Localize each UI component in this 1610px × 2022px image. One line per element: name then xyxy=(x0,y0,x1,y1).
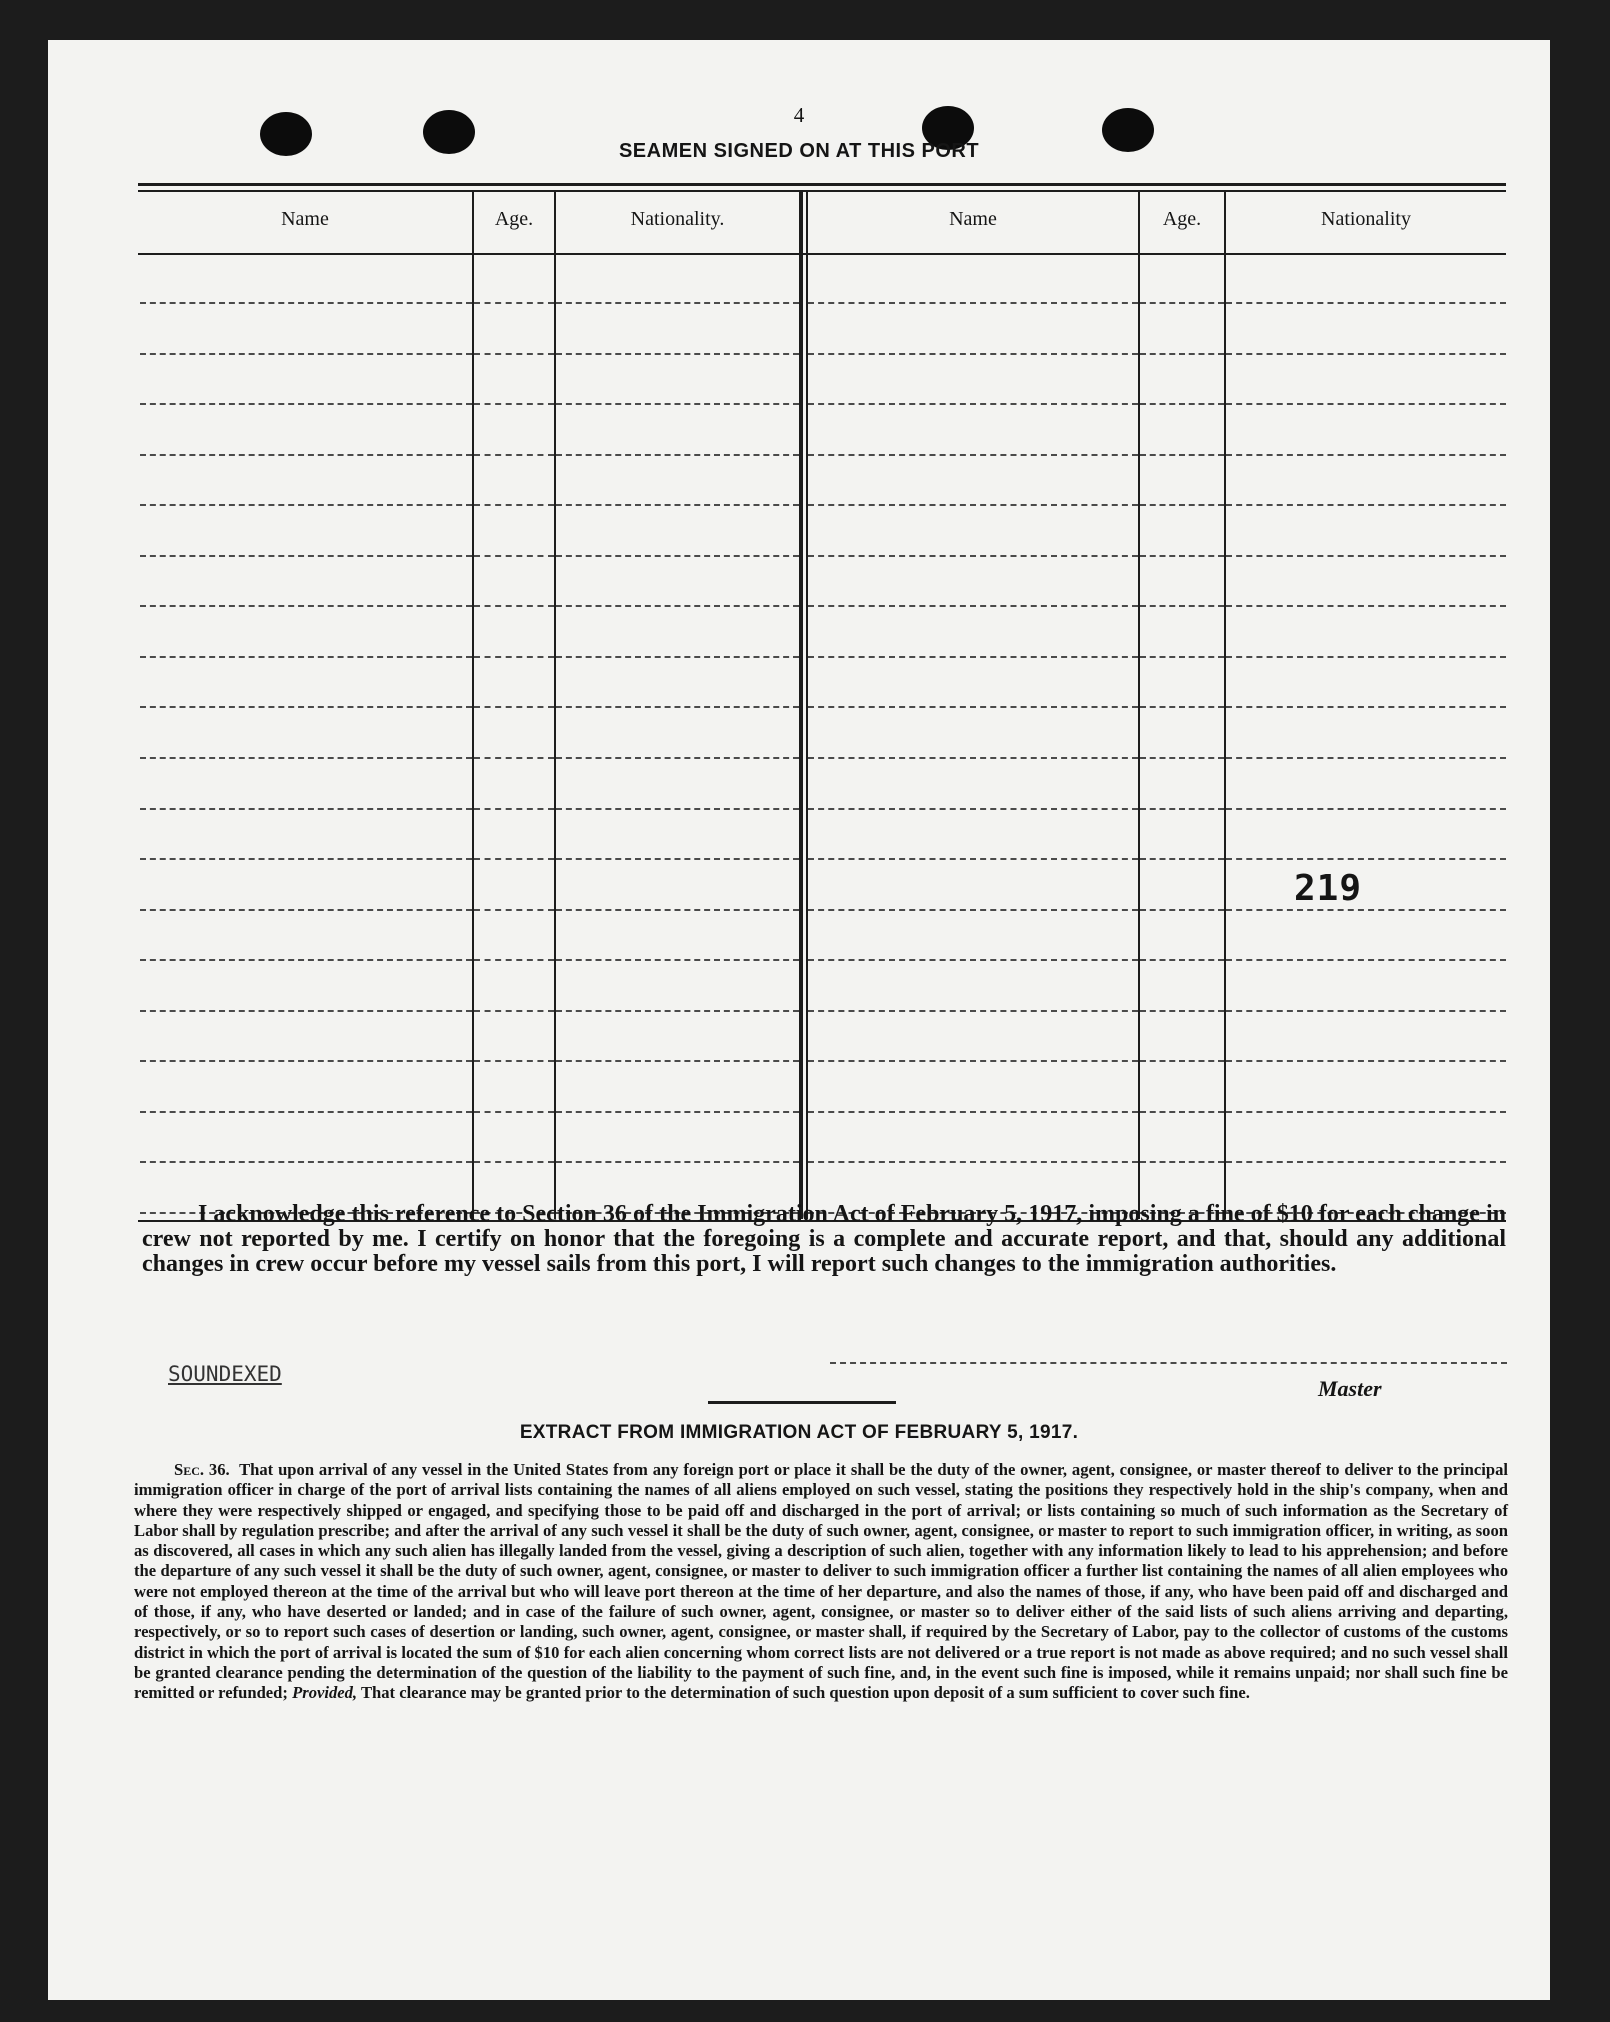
entry-line[interactable] xyxy=(1226,706,1506,708)
entry-line[interactable] xyxy=(1140,1060,1224,1062)
entry-line[interactable] xyxy=(556,909,799,911)
entry-line[interactable] xyxy=(474,706,554,708)
entry-line[interactable] xyxy=(1140,706,1224,708)
entry-line[interactable] xyxy=(808,706,1138,708)
entry-line[interactable] xyxy=(556,757,799,759)
entry-line[interactable] xyxy=(1140,1111,1224,1113)
entry-line[interactable] xyxy=(1226,353,1506,355)
entry-line[interactable] xyxy=(474,1060,554,1062)
entry-line[interactable] xyxy=(556,504,799,506)
form-page xyxy=(48,40,1550,2000)
entry-line[interactable] xyxy=(140,1111,472,1113)
entry-line[interactable] xyxy=(474,909,554,911)
entry-line[interactable] xyxy=(1226,656,1506,658)
section-body: That upon arrival of any vessel in the United States from any foreign port or place it shall be the duty of the owner, agent, consignee, or master thereof to deliver to the principal immigration officer in charge of the port of arrival lists containing the names of all aliens employed on such vessel, stating the positions they respectively hold in the ship's company, when and where they were respectively shipped or engaged, and specifying those to be paid off and discharged in the port of arrival; or lists containing so much of such information as the Secretary of Labor shall by regulation prescribe; and after the arrival of any such vessel it shall be the duty of such owner, agent, consignee, or master to report to such immigration officer, in writing, as soon as discovered, all cases in which any such alien has illegally landed from the vessel, giving a description of such alien, together with any information likely to lead to his apprehension; and before the departure of any such vessel it shall be the duty of such owner, agent, consignee, or master to deliver to such immigration officer a further list containing the names of all alien employees who were not employed thereon at the time of the arrival but who will leave port thereon at the time of her departure, and also the names of those, if any, who have been paid off and discharged and of those, if any, who have deserted or landed; and in case of the failure of such owner, agent, consignee, or master so to deliver either of the said lists of such aliens arriving and departing, respectively, or so to report such cases of desertion or landing, such owner, agent, consignee, or master shall, if required by the Secretary of Labor, pay to the collector of customs of the customs district in which the port of arrival is located the sum of $10 for each alien concerning whom correct lists are not delivered or a true report is not made as above required; and no such vessel shall be granted clearance pending the determination of the question of the liability to the payment of such fine, and, in the event such fine is imposed, while it remains unpaid; nor shall such fine be remitted or refunded; xyxy=(134,1460,1509,1703)
entry-line[interactable] xyxy=(556,454,799,456)
entry-line[interactable] xyxy=(474,353,554,355)
col-header-name-right: Name xyxy=(949,208,997,230)
entry-line[interactable] xyxy=(556,1060,799,1062)
entry-line[interactable] xyxy=(1140,555,1224,557)
entry-line[interactable] xyxy=(1140,605,1224,607)
col-header-nationality-right: Nationality xyxy=(1321,208,1411,230)
entry-line[interactable] xyxy=(474,757,554,759)
entry-line[interactable] xyxy=(1140,1010,1224,1012)
entry-line[interactable] xyxy=(1226,454,1506,456)
entry-line[interactable] xyxy=(140,656,472,658)
entry-line[interactable] xyxy=(808,909,1138,911)
master-label: Master xyxy=(1318,1376,1382,1401)
entry-line[interactable] xyxy=(1226,1010,1506,1012)
entry-line[interactable] xyxy=(1226,959,1506,961)
page-number: 4 xyxy=(793,103,805,127)
entry-line[interactable] xyxy=(140,353,472,355)
entry-line[interactable] xyxy=(1140,959,1224,961)
extract-title: EXTRACT FROM IMMIGRATION ACT OF FEBRUARY 5, 1917. xyxy=(519,1422,1079,1443)
entry-line[interactable] xyxy=(808,605,1138,607)
entry-line[interactable] xyxy=(556,1161,799,1163)
entry-line[interactable] xyxy=(140,555,472,557)
entry-line[interactable] xyxy=(1226,808,1506,810)
entry-line[interactable] xyxy=(474,302,554,304)
section-divider xyxy=(708,1401,896,1404)
entry-line[interactable] xyxy=(556,959,799,961)
entry-line[interactable] xyxy=(140,1161,472,1163)
entry-line[interactable] xyxy=(140,1010,472,1012)
entry-line[interactable] xyxy=(140,858,472,860)
section-36-text xyxy=(134,1460,1508,1704)
entry-line[interactable] xyxy=(808,1010,1138,1012)
entry-line[interactable] xyxy=(556,353,799,355)
entry-line[interactable] xyxy=(808,454,1138,456)
entry-line[interactable] xyxy=(808,757,1138,759)
entry-line[interactable] xyxy=(1140,858,1224,860)
entry-line[interactable] xyxy=(140,403,472,405)
entry-line[interactable] xyxy=(808,504,1138,506)
entry-line[interactable] xyxy=(140,757,472,759)
entry-line[interactable] xyxy=(140,706,472,708)
entry-line[interactable] xyxy=(556,808,799,810)
center-divider xyxy=(799,192,803,1219)
entry-line[interactable] xyxy=(1140,656,1224,658)
entry-line[interactable] xyxy=(1140,909,1224,911)
entry-line[interactable] xyxy=(1140,1161,1224,1163)
provided-word: Provided, xyxy=(292,1683,358,1703)
entry-line[interactable] xyxy=(474,1161,554,1163)
entry-line[interactable] xyxy=(474,959,554,961)
entry-line[interactable] xyxy=(140,808,472,810)
soundexed-stamp: SOUNDEXED xyxy=(168,1362,282,1386)
entry-line[interactable] xyxy=(1226,757,1506,759)
entry-line[interactable] xyxy=(556,403,799,405)
col-header-nationality-left: Nationality. xyxy=(630,208,725,230)
entry-line[interactable] xyxy=(808,1111,1138,1113)
entry-line[interactable] xyxy=(474,504,554,506)
entry-line[interactable] xyxy=(474,605,554,607)
entry-line[interactable] xyxy=(556,555,799,557)
entry-line[interactable] xyxy=(556,302,799,304)
entry-line[interactable] xyxy=(1226,555,1506,557)
entry-line[interactable] xyxy=(1226,403,1506,405)
header-rule-second xyxy=(138,190,1506,192)
entry-line[interactable] xyxy=(1140,302,1224,304)
entry-line[interactable] xyxy=(474,403,554,405)
entry-line[interactable] xyxy=(474,808,554,810)
entry-line[interactable] xyxy=(1226,909,1506,911)
entry-line[interactable] xyxy=(1226,1111,1506,1113)
col-header-name-left: Name xyxy=(281,208,329,230)
entry-line[interactable] xyxy=(140,302,472,304)
entry-line[interactable] xyxy=(808,403,1138,405)
entry-line[interactable] xyxy=(808,1060,1138,1062)
acknowledgment-text: I acknowledge this reference to Section 36 of the Immigration Act of February 5, 1917, imposing a fine of $10 for each change in crew not reported by me. I certify on honor that the foregoing is a complete and accurate report, and that, should any additional changes in crew occur before my vessel sails from this port, I will report such changes to the immigration authorities. xyxy=(142,1201,1506,1277)
master-signature-line[interactable] xyxy=(830,1362,1507,1364)
entry-line[interactable] xyxy=(474,1111,554,1113)
entry-line[interactable] xyxy=(808,959,1138,961)
entry-line[interactable] xyxy=(474,454,554,456)
entry-line[interactable] xyxy=(474,555,554,557)
entry-line[interactable] xyxy=(1140,504,1224,506)
entry-line[interactable] xyxy=(556,605,799,607)
entry-line[interactable] xyxy=(140,454,472,456)
header-rule-top xyxy=(138,183,1506,186)
entry-line[interactable] xyxy=(474,1010,554,1012)
entry-line[interactable] xyxy=(1140,353,1224,355)
entry-line[interactable] xyxy=(808,302,1138,304)
entry-line[interactable] xyxy=(1140,757,1224,759)
entry-line[interactable] xyxy=(556,1111,799,1113)
entry-line[interactable] xyxy=(140,1060,472,1062)
section-body-end: That clearance may be granted prior to the determination of such question upon deposit of a sum sufficient to cover such fine. xyxy=(360,1683,1250,1703)
entry-line[interactable] xyxy=(556,706,799,708)
header-rule-bottom xyxy=(138,253,1506,255)
page-title: SEAMEN SIGNED ON AT THIS PORT xyxy=(618,140,980,162)
entry-line[interactable] xyxy=(1140,403,1224,405)
entry-line[interactable] xyxy=(1226,1060,1506,1062)
entry-line[interactable] xyxy=(808,353,1138,355)
section-label: Sec. 36. xyxy=(174,1460,230,1479)
col-header-age-right: Age. xyxy=(1162,208,1202,230)
entry-line[interactable] xyxy=(474,858,554,860)
entry-line[interactable] xyxy=(556,1010,799,1012)
entry-line[interactable] xyxy=(140,959,472,961)
entry-line[interactable] xyxy=(808,656,1138,658)
stamp-number: 219 xyxy=(1294,868,1363,909)
entry-line[interactable] xyxy=(808,858,1138,860)
entry-line[interactable] xyxy=(140,605,472,607)
entry-line[interactable] xyxy=(1140,808,1224,810)
entry-line[interactable] xyxy=(1226,504,1506,506)
entry-line[interactable] xyxy=(556,656,799,658)
entry-line[interactable] xyxy=(1226,858,1506,860)
entry-line[interactable] xyxy=(1226,302,1506,304)
col-header-age-left: Age. xyxy=(494,208,534,230)
entry-line[interactable] xyxy=(1140,454,1224,456)
entry-line[interactable] xyxy=(808,808,1138,810)
entry-line[interactable] xyxy=(140,504,472,506)
entry-line[interactable] xyxy=(556,858,799,860)
entry-line[interactable] xyxy=(808,555,1138,557)
entry-line[interactable] xyxy=(140,909,472,911)
entry-line[interactable] xyxy=(1226,605,1506,607)
entry-line[interactable] xyxy=(1226,1161,1506,1163)
entry-line[interactable] xyxy=(474,656,554,658)
entry-line[interactable] xyxy=(808,1161,1138,1163)
